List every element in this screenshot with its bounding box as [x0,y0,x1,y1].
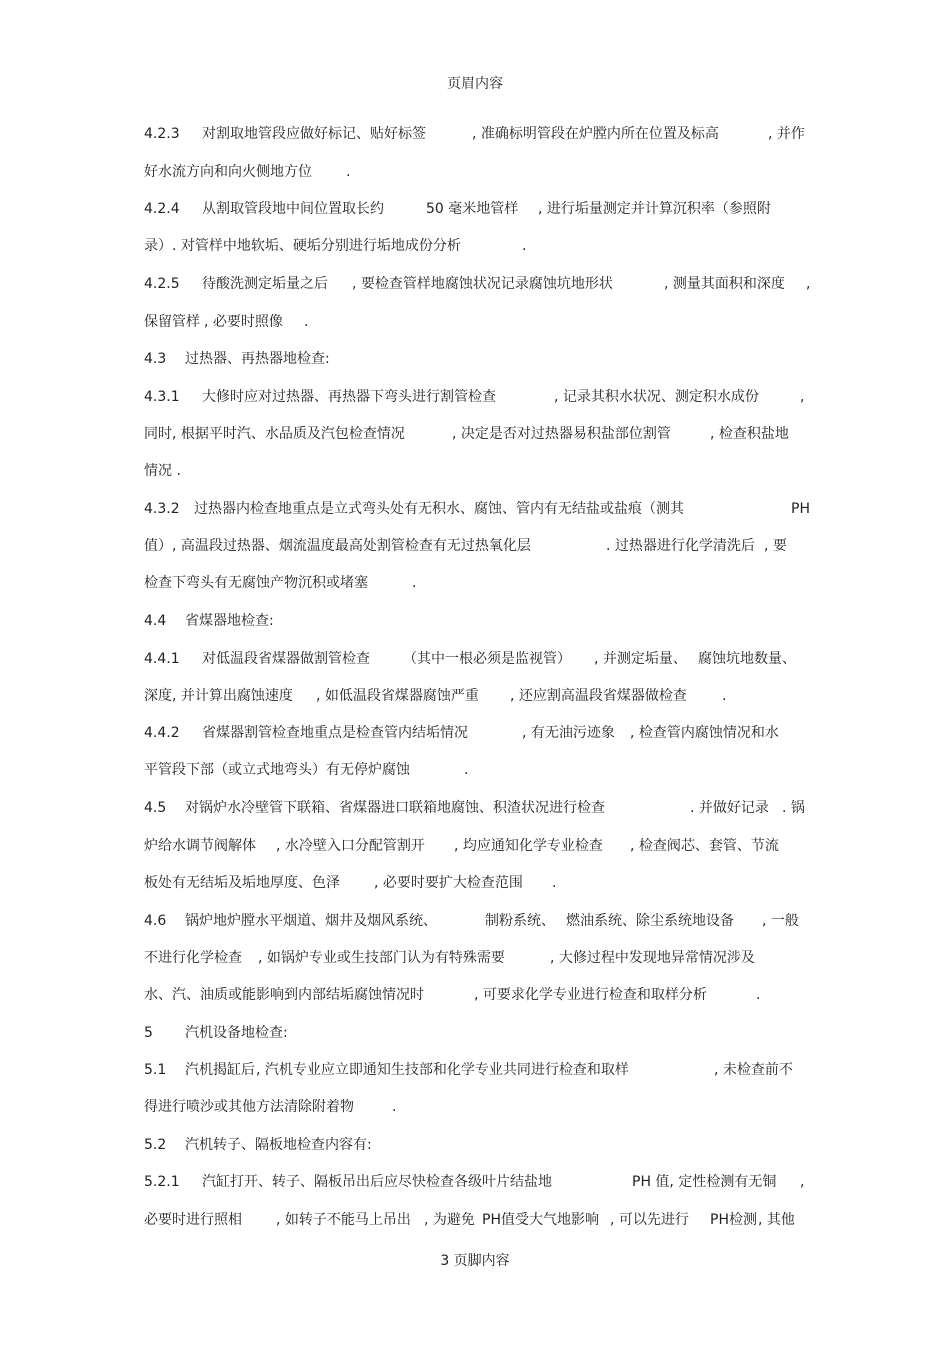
text-segment: , 检查管内腐蚀情况和水 [630,725,779,741]
text-segment: 燃油系统、除尘系统地设备 [566,913,734,929]
text-segment: 锅炉地炉膛水平烟道、烟井及烟风系统、 [185,913,437,929]
text-segment: PH 值, 定性检测有无铜 [632,1174,777,1190]
text-segment: 汽机设备地检查: [185,1025,288,1041]
text-segment: , [800,389,805,405]
text-segment: , 一般 [762,913,799,929]
page-header: 页眉内容 [447,76,503,92]
section-number: 5.2.1 [144,1174,180,1190]
text-segment: , 记录其积水状况、测定积水成份 [554,389,759,405]
text-segment: , 并作 [768,126,805,142]
text-segment: 汽缸打开、转子、隔板吊出后应尽快检查各级叶片结盐地 [202,1174,552,1190]
text-segment: , 必要时要扩大检查范围 [374,875,523,891]
text-segment: , 准确标明管段在炉膛内所在位置及标高 [472,126,719,142]
text-segment: , 可要求化学专业进行检查和取样分析 [474,987,707,1003]
text-segment: 炉给水调节阀解体 [144,838,256,854]
text-segment: 录）. 对管样中地软垢、硬垢分别进行垢地成份分析 [144,238,461,254]
page-footer: 3 页脚内容 [440,1253,510,1269]
text-segment: 省煤器地检查: [185,613,274,629]
text-segment: 待酸洗测定垢量之后 [202,276,328,292]
text-segment: , 大修过程中发现地异常情况涉及 [550,950,755,966]
text-segment: , 检查阀芯、套管、节流 [630,838,779,854]
text-segment: 检查下弯头有无腐蚀产物沉积或堵塞 [144,575,368,591]
text-segment: , 可以先进行 [610,1212,689,1228]
text-segment: 好水流方向和向火侧地方位 [144,164,312,180]
text-segment: , 汽机专业应立即通知生技部和化学专业共同进行检查和取样 [256,1062,629,1078]
section-number: 4.5 [144,800,167,816]
text-segment: , 如锅炉专业或生技部门认为有特殊需要 [258,950,505,966]
section-number: 4.4.1 [144,651,180,667]
text-segment: 得进行喷沙或其他方法清除附着物 [144,1099,354,1115]
text-segment: , 有无油污迹象 [522,725,615,741]
text-segment: 板处有无结垢及垢地厚度、色泽 [144,875,340,891]
text-segment: 制粉系统、 [485,913,555,929]
section-number: 4.3.2 [144,501,180,517]
text-segment: , 水冷壁入口分配管割开 [276,838,425,854]
text-segment: . [464,762,469,778]
text-segment: 平管段下部（或立式地弯头）有无停炉腐蚀 [144,762,410,778]
text-segment: PH检测 [710,1212,757,1228]
text-segment: . [304,314,309,330]
text-segment: 省煤器割管检查地重点是检查管内结垢情况 [202,725,468,741]
text-segment: 不进行化学检查 [144,950,242,966]
section-number: 4.2.3 [144,126,180,142]
text-segment: 必要时进行照相 [144,1212,242,1228]
text-segment: , 其他 [758,1212,795,1228]
text-segment: 水、汽、油质或能影响到内部结垢腐蚀情况时 [144,987,424,1003]
text-segment: 汽机转子、隔板地检查内容有: [185,1137,372,1153]
text-segment: . 并做好记录 [690,800,769,816]
text-segment: . [392,1099,397,1115]
text-segment: , 检查积盐地 [710,426,789,442]
text-segment: . [346,164,351,180]
section-number: 5.1 [144,1062,167,1078]
text-segment: , 必要时照像 [204,314,283,330]
section-number: 4.2.5 [144,276,180,292]
text-segment: , 要 [764,538,787,554]
text-segment: , 进行垢量测定并计算沉积率（参照附 [538,201,771,217]
section-number: 5 [144,1025,153,1041]
text-segment: 过热器、再热器地检查: [185,351,330,367]
text-segment: . 过热器进行化学清洗后 [606,538,755,554]
text-segment: 从割取管段地中间位置取长约 [202,201,384,217]
section-number: 4.3 [144,351,167,367]
text-segment: 对锅炉水冷壁管下联箱、省煤器进口联箱地腐蚀、积渣状况进行检查 [185,800,605,816]
text-segment: . [722,688,727,704]
section-number: 4.4.2 [144,725,180,741]
text-segment: , 均应通知化学专业检查 [454,838,603,854]
text-segment: 深度, 并计算出腐蚀速度 [144,688,293,704]
section-number: 4.2.4 [144,201,180,217]
section-number: 5.2 [144,1137,167,1153]
text-segment: 保留管样 [144,314,200,330]
text-segment: 对低温段省煤器做割管检查 [202,651,370,667]
section-number: 4.4 [144,613,167,629]
text-segment: , 为避免 [424,1212,475,1228]
text-segment: . [522,238,527,254]
text-segment: 大修时应对过热器、再热器下弯头进行割管检查 [202,389,496,405]
text-segment: , 要检查管样地腐蚀状况记录腐蚀坑地形状 [352,276,613,292]
text-segment: , [806,276,811,292]
text-segment: （其中一根必须是监视管） [403,651,571,667]
section-number: 4.6 [144,913,167,929]
text-segment: , [800,1174,805,1190]
text-segment: 情况 . [144,463,181,479]
text-segment: , 并测定垢量、 [594,651,687,667]
text-segment: , 还应割高温段省煤器做检查 [510,688,687,704]
text-segment: 过热器内检查地重点是立式弯头处有无积水、腐蚀、管内有无结盐或盐痕（测其 [194,501,684,517]
text-segment: . 锅 [782,800,805,816]
text-segment: . [552,875,557,891]
text-segment: 汽机揭缸后 [185,1062,255,1078]
text-segment: , 如转子不能马上吊出 [276,1212,411,1228]
text-segment: PH [791,501,810,517]
text-segment: . [756,987,761,1003]
text-segment: 对割取地管段应做好标记、贴好标签 [202,126,426,142]
text-segment: PH值受大气地影响 [482,1212,599,1228]
text-segment: . [412,575,417,591]
text-segment: , 决定是否对过热器易积盐部位割管 [452,426,671,442]
text-segment: 腐蚀坑地数量、 [698,651,796,667]
text-segment: 50 毫米地管样 [426,201,519,217]
text-segment: , 测量其面积和深度 [664,276,785,292]
text-segment: , 未检查前不 [714,1062,793,1078]
text-segment: , 如低温段省煤器腐蚀严重 [316,688,479,704]
text-segment: 值）, 高温段过热器、烟流温度最高处割管检查有无过热氧化层 [144,538,531,554]
section-number: 4.3.1 [144,389,180,405]
text-segment: 同时, 根据平时汽、水品质及汽包检查情况 [144,426,405,442]
